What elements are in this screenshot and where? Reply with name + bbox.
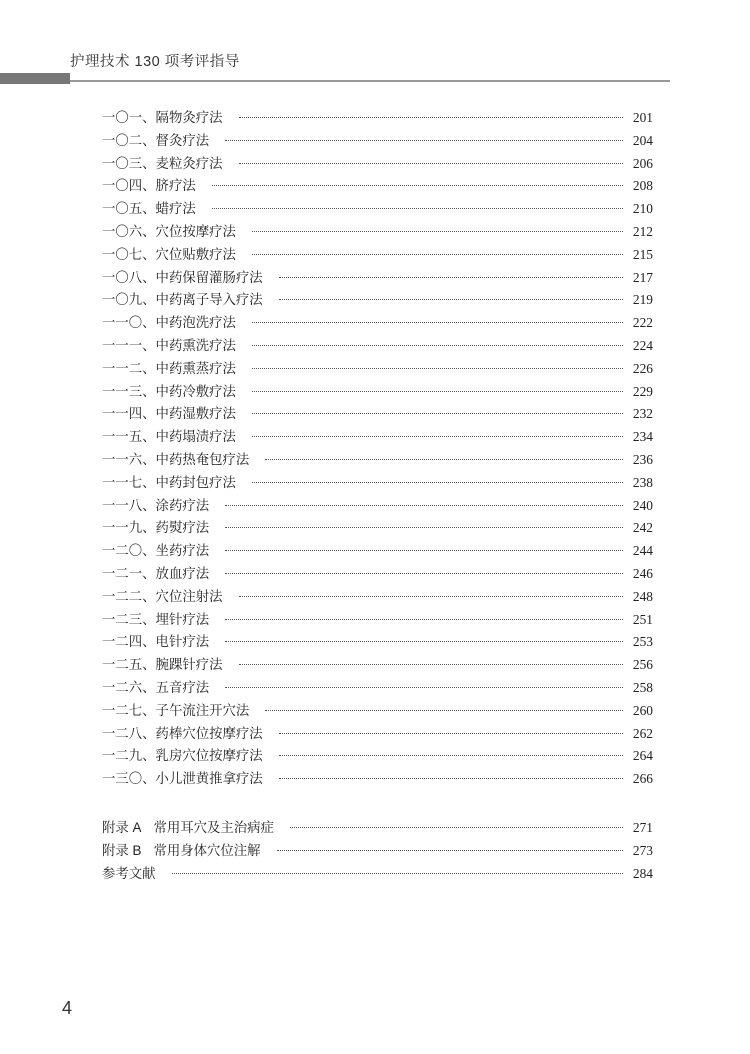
toc-entry[interactable] (102, 130, 653, 153)
dot-leader (265, 710, 623, 711)
dot-leader (239, 163, 623, 164)
toc-entry-page: 260 (632, 702, 653, 718)
dot-leader (290, 827, 623, 828)
dot-leader (225, 641, 623, 642)
dot-leader (279, 299, 623, 300)
toc-entry-title: 一二二、穴位注射法 (102, 588, 223, 604)
toc-entry-page: 246 (632, 565, 653, 581)
toc-entry-page: 226 (632, 360, 653, 376)
header-rule (70, 80, 670, 82)
toc-entry-page: 262 (632, 725, 653, 741)
dot-leader (252, 231, 623, 232)
appendix-entry[interactable] (102, 863, 653, 886)
appendix-entry[interactable] (102, 840, 653, 863)
appendix-entry-title (102, 840, 261, 859)
toc-entry-title: 一一三、中药冷敷疗法 (102, 383, 236, 399)
toc-entry[interactable] (102, 312, 653, 335)
toc-entry-page: 215 (632, 246, 653, 262)
toc-entry-page: 210 (632, 201, 653, 217)
dot-leader (172, 873, 623, 874)
toc-entry[interactable] (102, 700, 653, 723)
toc-entry-page: 201 (632, 110, 653, 125)
toc-entry-title: 一一八、涂药疗法 (102, 497, 210, 513)
toc-entry-title: 一〇二、督灸疗法 (102, 132, 210, 148)
toc-entry-page: 219 (632, 292, 653, 308)
toc-entry[interactable] (102, 381, 653, 404)
dot-leader (252, 322, 623, 323)
toc-entry-title: 一二三、埋针疗法 (102, 611, 210, 627)
toc-entry-title: 一二八、药棒穴位按摩疗法 (102, 725, 263, 741)
appendix-entry-title (102, 817, 274, 836)
toc-entry-title: 一〇四、脐疗法 (102, 178, 196, 194)
toc-entry[interactable] (102, 403, 653, 426)
toc-entry[interactable] (102, 449, 653, 472)
table-of-contents (102, 107, 653, 791)
toc-entry-page: 242 (632, 520, 653, 536)
appendix-label: 附录 A (102, 820, 142, 835)
toc-entry[interactable] (102, 517, 653, 540)
dot-leader (279, 733, 623, 734)
dot-leader (252, 482, 623, 483)
dot-leader (252, 368, 623, 369)
toc-entry[interactable] (102, 540, 653, 563)
toc-entry-title: 一二一、放血疗法 (102, 565, 210, 581)
toc-entry-title: 一一六、中药热奄包疗法 (102, 451, 250, 467)
toc-entry-title: 一二〇、坐药疗法 (102, 543, 210, 559)
toc-entry[interactable] (102, 495, 653, 518)
appendix-entry-page: 284 (632, 865, 653, 881)
dot-leader (225, 687, 623, 688)
toc-entry-page: 232 (632, 406, 653, 422)
dot-leader (252, 391, 623, 392)
toc-entry-page: 224 (632, 337, 653, 353)
appendix-name: 常用身体穴位注解 (153, 842, 261, 858)
toc-entry-page: 217 (632, 269, 653, 285)
toc-entry[interactable] (102, 723, 653, 746)
toc-entry-title: 一一〇、中药泡洗疗法 (102, 315, 236, 331)
page-header (0, 0, 750, 86)
toc-entry-title: 一〇八、中药保留灌肠疗法 (102, 269, 263, 285)
toc-entry-title: 一〇五、蜡疗法 (102, 201, 196, 217)
toc-entry-page: 240 (632, 497, 653, 513)
toc-entry[interactable] (102, 745, 653, 768)
toc-entry-title: 一二六、五音疗法 (102, 679, 210, 695)
dot-leader (239, 664, 623, 665)
dot-leader (265, 459, 623, 460)
dot-leader (239, 117, 623, 118)
toc-entry[interactable] (102, 198, 653, 221)
toc-entry-title: 一一四、中药湿敷疗法 (102, 406, 236, 422)
book-title: 护理技术 130 项考评指导 (70, 54, 240, 70)
toc-entry-title: 一三〇、小儿泄黄推拿疗法 (102, 771, 263, 787)
toc-entry-page: 234 (632, 429, 653, 445)
toc-entry[interactable] (102, 267, 653, 290)
dot-leader (225, 573, 623, 574)
toc-entry-title: 一二七、子午流注开穴法 (102, 702, 250, 718)
dot-leader (225, 140, 623, 141)
toc-entry-page: 244 (632, 543, 653, 559)
dot-leader (225, 619, 623, 620)
toc-entry-page: 238 (632, 474, 653, 490)
toc-entry-page: 253 (632, 634, 653, 650)
dot-leader (252, 413, 623, 414)
toc-entry[interactable] (102, 654, 653, 677)
toc-entry[interactable] (102, 244, 653, 267)
toc-entry[interactable] (102, 563, 653, 586)
toc-entry-page: 258 (632, 679, 653, 695)
appendix-entry-title (102, 863, 156, 882)
dot-leader (279, 778, 623, 779)
toc-entry[interactable] (102, 221, 653, 244)
dot-leader (239, 596, 623, 597)
toc-entry-page: 204 (632, 132, 653, 148)
toc-entry-page: 222 (632, 315, 653, 331)
toc-entry[interactable] (102, 631, 653, 654)
toc-entry-page: 256 (632, 657, 653, 673)
toc-entry[interactable] (102, 289, 653, 312)
toc-entry-title: 一一一、中药熏洗疗法 (102, 337, 236, 353)
dot-leader (225, 505, 623, 506)
dot-leader (252, 254, 623, 255)
toc-entry-title: 一〇一、隔物灸疗法 (102, 110, 223, 125)
dot-leader (212, 208, 623, 209)
appendix-entry-page: 273 (632, 842, 653, 858)
toc-entry-title: 一二九、乳房穴位按摩疗法 (102, 748, 263, 764)
toc-entry-page: 229 (632, 383, 653, 399)
appendix-list (102, 817, 653, 885)
dot-leader (225, 527, 623, 528)
toc-entry-title: 一一九、药熨疗法 (102, 520, 210, 536)
toc-entry[interactable] (102, 107, 653, 130)
toc-entry-page: 266 (632, 771, 653, 787)
toc-entry-title: 一〇七、穴位贴敷疗法 (102, 246, 236, 262)
dot-leader (277, 850, 623, 851)
toc-entry[interactable] (102, 175, 653, 198)
toc-entry[interactable] (102, 677, 653, 700)
appendix-label: 附录 B (102, 842, 142, 858)
dot-leader (225, 550, 623, 551)
toc-entry-title: 一二四、电针疗法 (102, 634, 210, 650)
toc-entry[interactable] (102, 335, 653, 358)
toc-entry-page: 208 (632, 178, 653, 194)
dot-leader (252, 436, 623, 437)
toc-entry[interactable] (102, 768, 653, 791)
toc-entry-title: 一〇三、麦粒灸疗法 (102, 155, 223, 171)
toc-entry[interactable] (102, 609, 653, 632)
dot-leader (279, 277, 623, 278)
toc-entry[interactable] (102, 586, 653, 609)
appendix-entry-page: 271 (632, 820, 653, 835)
toc-entry-page: 248 (632, 588, 653, 604)
toc-entry[interactable] (102, 358, 653, 381)
header-accent-bar (0, 73, 70, 84)
appendix-entry[interactable] (102, 817, 653, 840)
toc-entry-page: 236 (632, 451, 653, 467)
toc-entry-page: 251 (632, 611, 653, 627)
toc-entry-title: 一一五、中药塌渍疗法 (102, 429, 236, 445)
dot-leader (252, 345, 623, 346)
toc-entry-title: 一二五、腕踝针疗法 (102, 657, 223, 673)
page-number: 4 (62, 998, 73, 1018)
toc-entry-title: 一一二、中药熏蒸疗法 (102, 360, 236, 376)
appendix-name: 参考文献 (102, 865, 156, 881)
toc-entry[interactable] (102, 153, 653, 176)
toc-entry[interactable] (102, 426, 653, 449)
toc-entry-page: 212 (632, 223, 653, 239)
toc-entry-title: 一〇九、中药离子导入疗法 (102, 292, 263, 308)
toc-entry-page: 206 (632, 155, 653, 171)
dot-leader (212, 185, 623, 186)
toc-entry-page: 264 (632, 748, 653, 764)
appendix-name: 常用耳穴及主治病症 (153, 820, 274, 835)
dot-leader (279, 755, 623, 756)
toc-entry-title: 一一七、中药封包疗法 (102, 474, 236, 490)
toc-entry-title: 一〇六、穴位按摩疗法 (102, 223, 236, 239)
toc-entry[interactable] (102, 472, 653, 495)
